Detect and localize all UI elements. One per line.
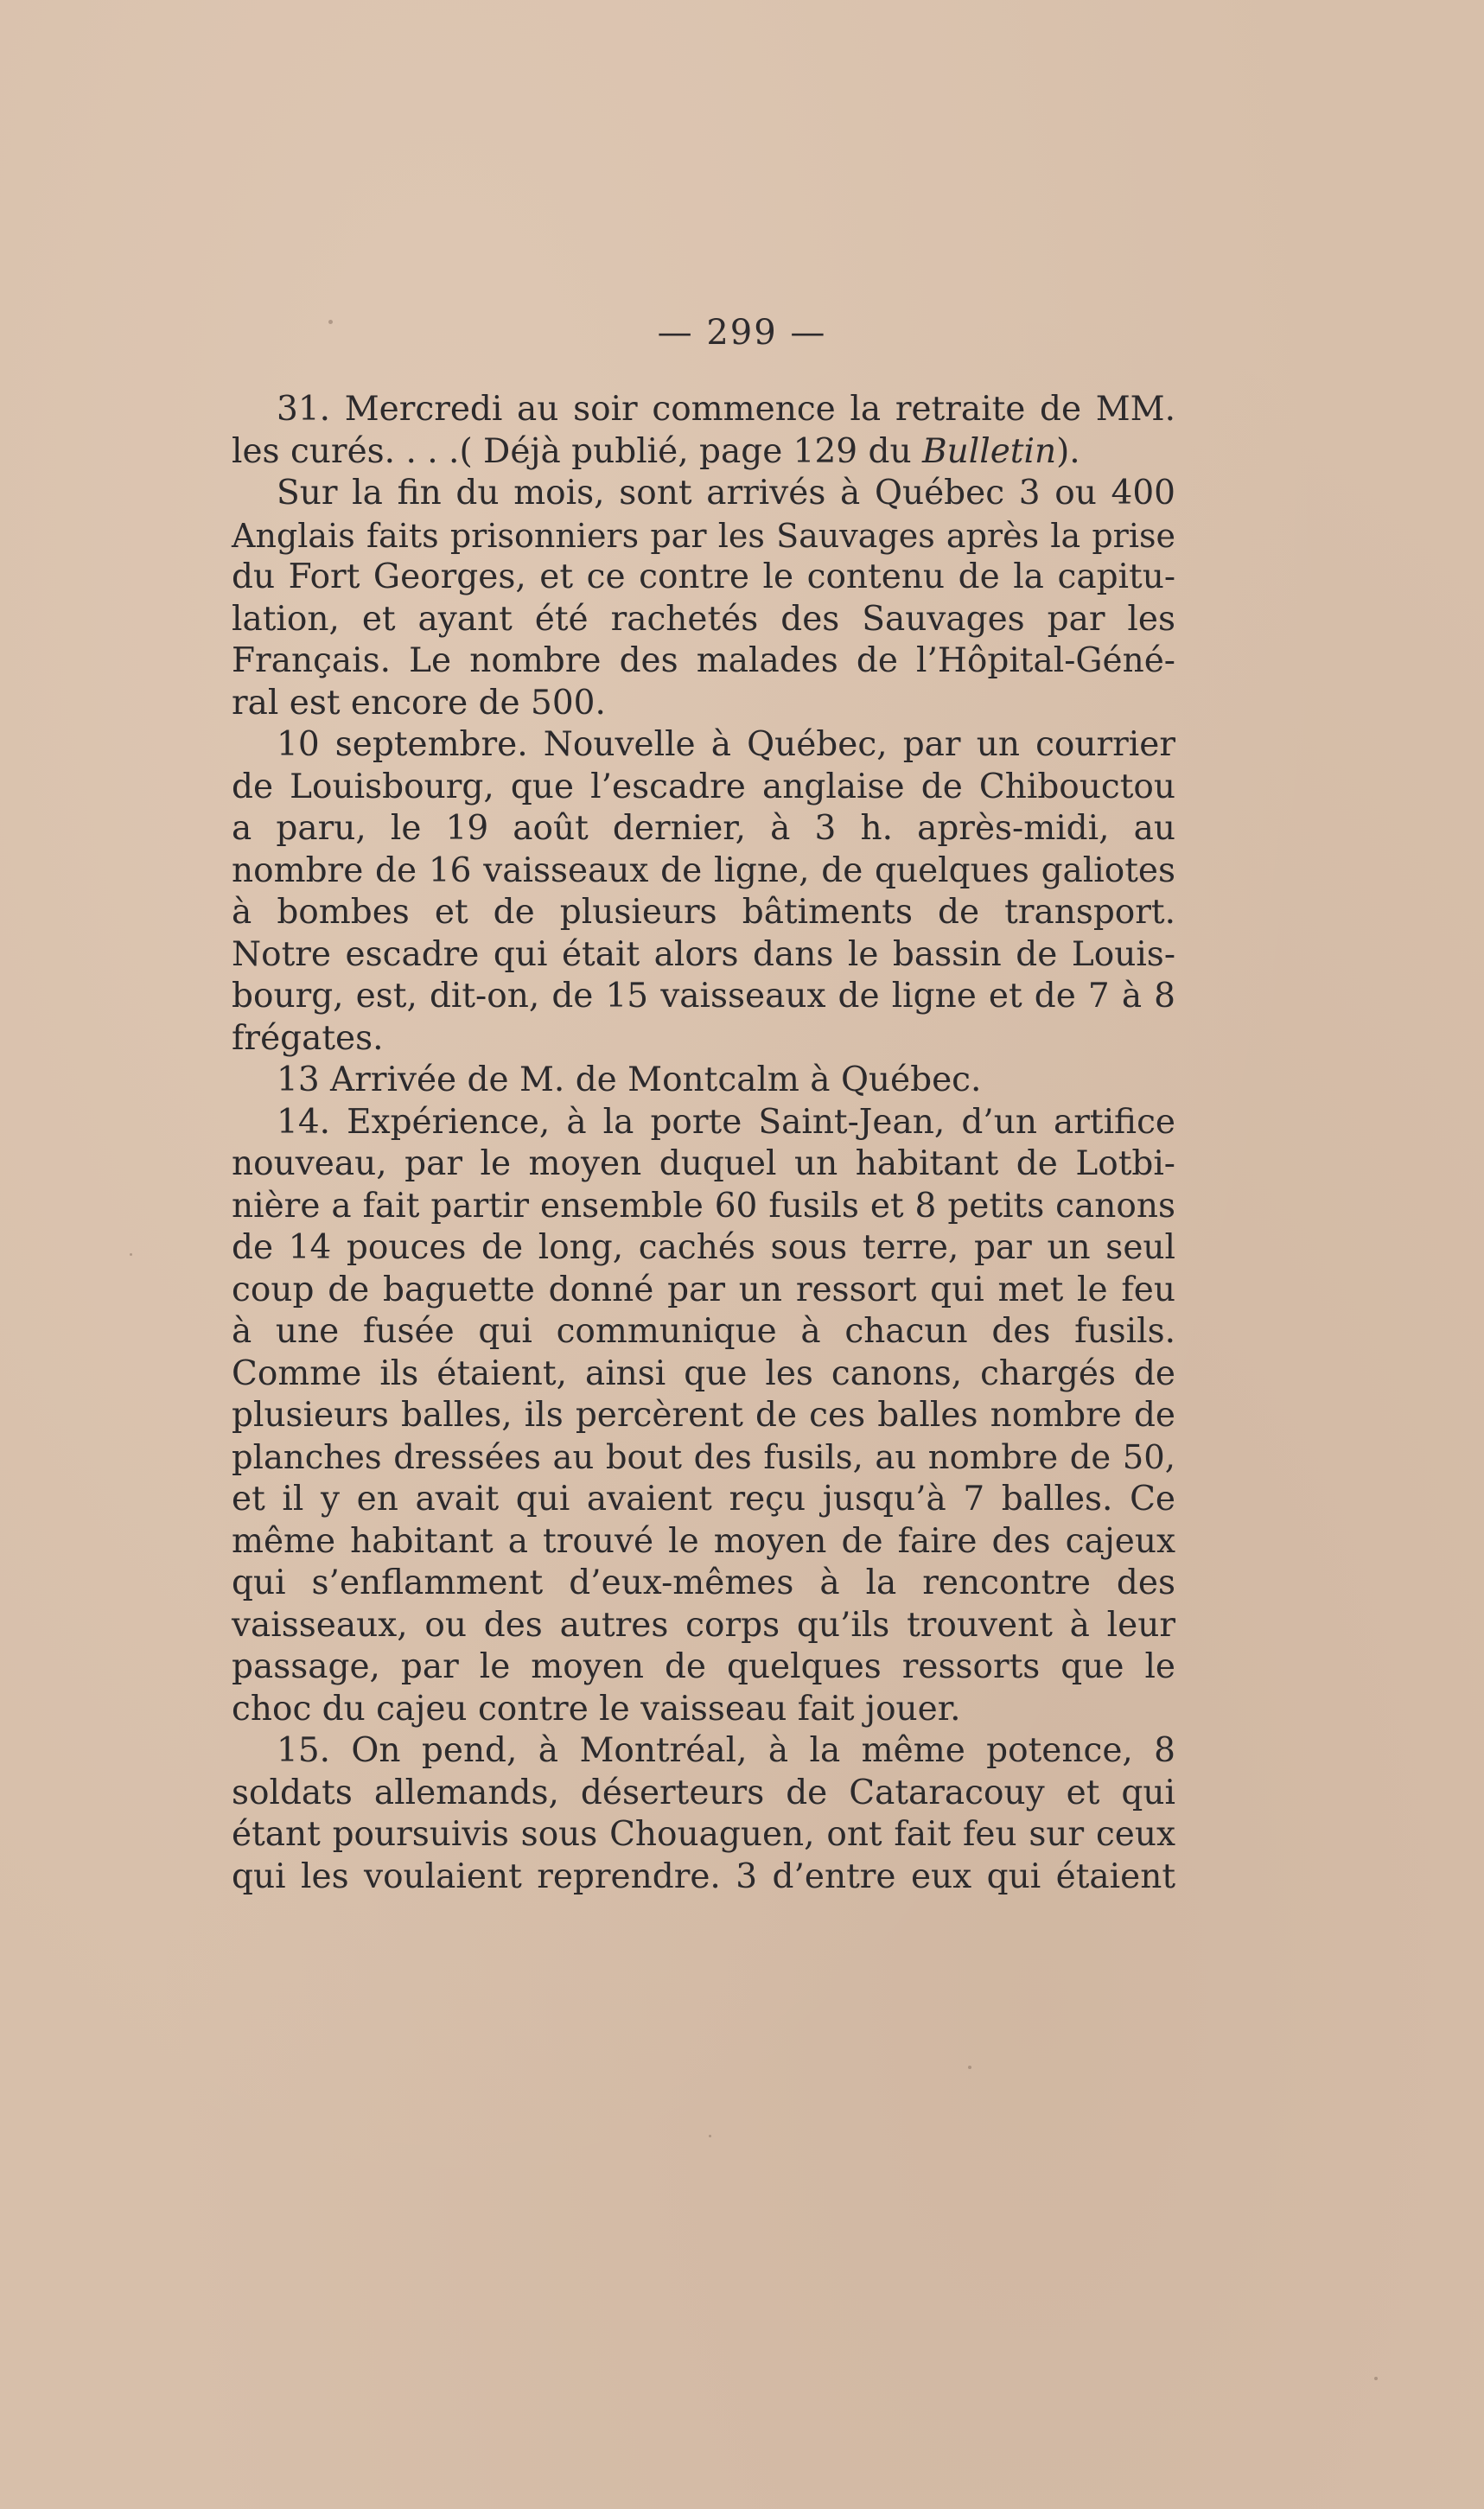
text-line-content: frégates. bbox=[232, 1018, 384, 1058]
text-line-content: Comme ils étaient, ainsi que les canons, chargés de bbox=[232, 1353, 1175, 1393]
text-line bbox=[232, 1102, 1175, 1144]
paper-speck bbox=[1374, 2377, 1378, 2380]
text-line-content: passage, par le moyen de quelques ressorts que le bbox=[232, 1647, 1175, 1686]
text-line-content: étant poursuivis sous Chouaguen, ont fait feu sur ceux bbox=[232, 1815, 1175, 1854]
paper-speck bbox=[328, 320, 333, 324]
text-line-content: à bombes et de plusieurs bâtiments de transport. bbox=[232, 893, 1175, 932]
text-line-content: nière a fait partir ensemble 60 fusils et 8 petits canons bbox=[232, 1186, 1175, 1226]
text-line bbox=[232, 1395, 1175, 1437]
text-line bbox=[232, 850, 1175, 893]
text-line-content: bourg, est, dit-on, de 15 vaisseaux de ligne et de 7 à 8 bbox=[232, 977, 1175, 1016]
text-line bbox=[232, 515, 1175, 557]
text-line bbox=[232, 473, 1175, 515]
text-line-content: nouveau, par le moyen duquel un habitant de Lotbi- bbox=[232, 1144, 1175, 1183]
paper-speck bbox=[130, 1253, 132, 1256]
paper-speck bbox=[968, 2066, 971, 2069]
text-line-content: les curés. . . .( Déjà publié, page 129 du bbox=[232, 431, 922, 471]
text-line bbox=[232, 1479, 1175, 1521]
text-line bbox=[232, 724, 1175, 767]
text-line-content: de 14 pouces de long, cachés sous terre, par un seul bbox=[232, 1228, 1175, 1267]
text-line-content: Français. Le nombre des malades de l’Hôpital-Géné- bbox=[232, 641, 1175, 680]
text-line bbox=[232, 557, 1175, 599]
text-line-content: coup de baguette donné par un ressort qui met le feu bbox=[232, 1270, 1175, 1309]
text-line bbox=[232, 640, 1175, 683]
text-line-content: planches dressées au bout des fusils, au nombre de 50, bbox=[232, 1437, 1175, 1477]
text-line bbox=[232, 1353, 1175, 1396]
text-line bbox=[232, 1730, 1175, 1773]
text-line-tail: ). bbox=[1056, 431, 1080, 471]
text-line bbox=[232, 1143, 1175, 1186]
text-line bbox=[232, 1856, 1175, 1899]
text-line-content: plusieurs balles, ils percèrent de ces balles nombre de bbox=[232, 1396, 1175, 1435]
text-line bbox=[232, 389, 1175, 431]
text-line-content: et il y en avait qui avaient reçu jusqu’à 7 balles. Ce bbox=[232, 1480, 1175, 1519]
text-line-content: du Fort Georges, et ce contre le contenu de la capitu- bbox=[232, 557, 1175, 596]
italic-title: Bulletin bbox=[922, 431, 1057, 471]
body-text bbox=[232, 389, 1175, 1898]
text-line-content: 13 Arrivée de M. de Montcalm à Québec. bbox=[277, 1060, 982, 1099]
text-line bbox=[232, 1186, 1175, 1228]
text-line-content: a paru, le 19 août dernier, à 3 h. après-midi, au bbox=[232, 809, 1175, 848]
text-line-content: choc du cajeu contre le vaisseau fait jouer. bbox=[232, 1689, 961, 1729]
text-line bbox=[232, 1018, 1175, 1060]
text-line-content: de Louisbourg, que l’escadre anglaise de Chibouctou bbox=[232, 767, 1175, 806]
text-line bbox=[232, 1646, 1175, 1689]
text-line bbox=[232, 431, 1175, 474]
text-line-content: qui s’enflamment d’eux-mêmes à la rencontre des bbox=[232, 1563, 1175, 1602]
text-line bbox=[232, 1311, 1175, 1353]
text-line bbox=[232, 1521, 1175, 1563]
text-line-content: qui les voulaient reprendre. 3 d’entre eux qui étaient bbox=[232, 1856, 1175, 1896]
text-line-content: lation, et ayant été rachetés des Sauvages par les bbox=[232, 599, 1175, 639]
text-line-content: Anglais faits prisonniers par les Sauvages après la prise bbox=[232, 516, 1175, 555]
text-line bbox=[232, 1563, 1175, 1605]
text-line bbox=[232, 934, 1175, 977]
text-line bbox=[232, 1270, 1175, 1312]
text-line-content: à une fusée qui communique à chacun des fusils. bbox=[232, 1312, 1175, 1351]
text-line bbox=[232, 767, 1175, 809]
text-line bbox=[232, 808, 1175, 850]
text-line bbox=[232, 1814, 1175, 1856]
page-number: — 299 — bbox=[657, 313, 827, 353]
text-line-content: 10 septembre. Nouvelle à Québec, par un courrier bbox=[277, 725, 1175, 764]
text-line bbox=[232, 892, 1175, 934]
text-line-content: 15. On pend, à Montréal, à la même potence, 8 bbox=[277, 1731, 1175, 1770]
text-line bbox=[232, 1605, 1175, 1647]
text-line bbox=[232, 599, 1175, 641]
text-line-content: soldats allemands, déserteurs de Cataracouy et qui bbox=[232, 1773, 1175, 1812]
text-line bbox=[232, 976, 1175, 1018]
text-line bbox=[232, 1437, 1175, 1480]
text-line-content: 31. Mercredi au soir commence la retraite de MM. bbox=[277, 390, 1175, 429]
text-line bbox=[232, 1689, 1175, 1731]
text-line-content: 14. Expérience, à la porte Saint-Jean, d’un artifice bbox=[277, 1102, 1175, 1142]
text-line-content: ral est encore de 500. bbox=[232, 683, 606, 723]
text-line bbox=[232, 1773, 1175, 1815]
paper-speck bbox=[709, 2135, 711, 2137]
text-line bbox=[232, 683, 1175, 725]
text-line bbox=[232, 1060, 1175, 1102]
text-line bbox=[232, 1227, 1175, 1270]
text-line-content: Notre escadre qui était alors dans le bassin de Louis- bbox=[232, 934, 1175, 974]
text-line-content: vaisseaux, ou des autres corps qu’ils trouvent à leur bbox=[232, 1605, 1175, 1645]
text-line-content: nombre de 16 vaisseaux de ligne, de quelques galiotes bbox=[232, 850, 1175, 890]
text-line-content: Sur la fin du mois, sont arrivés à Québec 3 ou 400 bbox=[277, 474, 1175, 513]
text-line-content: même habitant a trouvé le moyen de faire des cajeux bbox=[232, 1521, 1175, 1561]
